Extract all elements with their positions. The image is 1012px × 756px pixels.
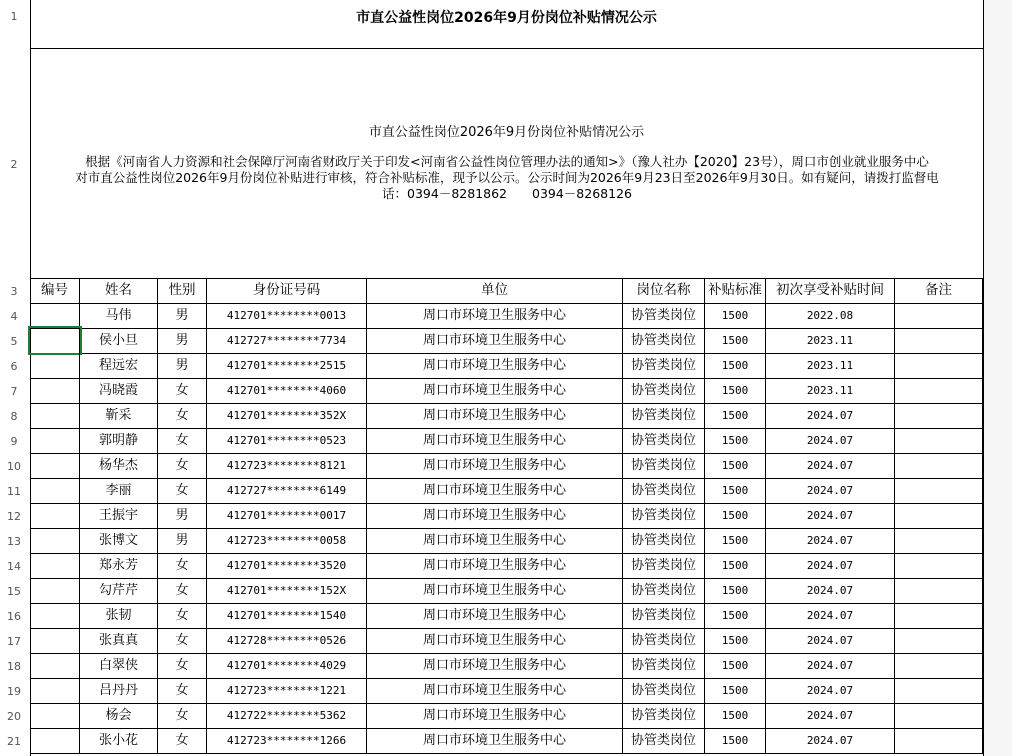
cell-id[interactable]: 412701********4060 bbox=[207, 378, 367, 403]
table-row bbox=[30, 578, 983, 604]
cell-id[interactable]: 412701********3520 bbox=[207, 553, 367, 578]
cell-start[interactable]: 2023.11 bbox=[766, 353, 895, 378]
cell-start[interactable]: 2024.07 bbox=[766, 528, 895, 553]
cell-note[interactable] bbox=[895, 678, 983, 703]
cell-subsidy[interactable]: 1500 bbox=[705, 328, 766, 353]
cell-id[interactable]: 412727********6149 bbox=[207, 478, 367, 503]
table-row bbox=[30, 503, 983, 529]
cell-id[interactable]: 412701********4029 bbox=[207, 653, 367, 678]
cell-id[interactable]: 412701********0523 bbox=[207, 428, 367, 453]
cell-start[interactable]: 2024.07 bbox=[766, 728, 895, 753]
cell-unit[interactable]: 周口市环境卫生服务中心 bbox=[367, 553, 623, 578]
cell-name[interactable]: 吕丹丹 bbox=[80, 678, 158, 703]
cell-no[interactable] bbox=[30, 553, 80, 578]
cell-start[interactable]: 2023.11 bbox=[766, 378, 895, 403]
cell-name[interactable]: 杨华杰 bbox=[80, 453, 158, 478]
cell-gender[interactable]: 男 bbox=[158, 503, 207, 528]
cell-name[interactable]: 侯小旦 bbox=[80, 328, 158, 353]
row-number[interactable]: 1 bbox=[10, 10, 18, 23]
cell-post[interactable]: 协管类岗位 bbox=[623, 403, 705, 428]
cell-no[interactable] bbox=[30, 328, 80, 353]
row-header-column bbox=[0, 0, 30, 756]
cell-subsidy[interactable]: 1500 bbox=[705, 653, 766, 678]
table-row bbox=[30, 328, 983, 354]
cell-unit[interactable]: 周口市环境卫生服务中心 bbox=[367, 628, 623, 653]
cell-unit[interactable]: 周口市环境卫生服务中心 bbox=[367, 428, 623, 453]
row-number[interactable]: 19 bbox=[7, 685, 21, 698]
cell-note[interactable] bbox=[895, 503, 983, 528]
sheet-title[interactable]: 市直公益性岗位2026年9月份岗位补贴情况公示 bbox=[30, 0, 983, 49]
cell-post[interactable]: 协管类岗位 bbox=[623, 353, 705, 378]
cell-note[interactable] bbox=[895, 378, 983, 403]
cell-id[interactable]: 412701********0017 bbox=[207, 503, 367, 528]
notice-line: 话：0394－8281862 0394－8268126 bbox=[382, 186, 632, 201]
cell-unit[interactable]: 周口市环境卫生服务中心 bbox=[367, 653, 623, 678]
cell-subsidy[interactable]: 1500 bbox=[705, 378, 766, 403]
sheet-outer-area bbox=[983, 0, 1012, 756]
cell-unit[interactable]: 周口市环境卫生服务中心 bbox=[367, 703, 623, 728]
cell-name[interactable]: 程远宏 bbox=[80, 353, 158, 378]
cell-unit[interactable]: 周口市环境卫生服务中心 bbox=[367, 353, 623, 378]
cell-post[interactable]: 协管类岗位 bbox=[623, 428, 705, 453]
cell-unit[interactable]: 周口市环境卫生服务中心 bbox=[367, 678, 623, 703]
cell-unit[interactable]: 周口市环境卫生服务中心 bbox=[367, 328, 623, 353]
notice-title: 市直公益性岗位2026年9月份岗位补贴情况公示 bbox=[368, 125, 645, 140]
row-number[interactable]: 11 bbox=[7, 485, 21, 498]
cell-no[interactable] bbox=[30, 503, 80, 528]
cell-name[interactable]: 张韧 bbox=[80, 603, 158, 628]
table-row bbox=[30, 553, 983, 579]
cell-note[interactable] bbox=[895, 628, 983, 653]
cell-gender[interactable]: 女 bbox=[158, 653, 207, 678]
table-row bbox=[30, 403, 983, 429]
cell-subsidy[interactable]: 1500 bbox=[705, 728, 766, 753]
cell-start[interactable]: 2024.07 bbox=[766, 403, 895, 428]
cell-gender[interactable]: 女 bbox=[158, 603, 207, 628]
cell-gender[interactable]: 女 bbox=[158, 478, 207, 503]
cell-name[interactable]: 勾芹芹 bbox=[80, 578, 158, 603]
row-number[interactable]: 15 bbox=[7, 585, 21, 598]
cell-id[interactable]: 412723********1266 bbox=[207, 728, 367, 753]
cell-unit[interactable]: 周口市环境卫生服务中心 bbox=[367, 578, 623, 603]
cell-note[interactable] bbox=[895, 453, 983, 478]
cell-no[interactable] bbox=[30, 628, 80, 653]
cell-post[interactable]: 协管类岗位 bbox=[623, 328, 705, 353]
cell-note[interactable] bbox=[895, 403, 983, 428]
cell-unit[interactable]: 周口市环境卫生服务中心 bbox=[367, 728, 623, 753]
cell-post[interactable]: 协管类岗位 bbox=[623, 528, 705, 553]
header-cell-start[interactable]: 初次享受补贴时间 bbox=[766, 278, 895, 303]
cell-id[interactable]: 412723********8121 bbox=[207, 453, 367, 478]
cell-unit[interactable]: 周口市环境卫生服务中心 bbox=[367, 403, 623, 428]
table-row bbox=[30, 653, 983, 679]
cell-gender[interactable]: 男 bbox=[158, 353, 207, 378]
cell-subsidy[interactable]: 1500 bbox=[705, 453, 766, 478]
cell-subsidy[interactable]: 1500 bbox=[705, 478, 766, 503]
cell-id[interactable]: 412701********1540 bbox=[207, 603, 367, 628]
row-number[interactable]: 3 bbox=[10, 285, 18, 298]
cell-start[interactable]: 2024.07 bbox=[766, 453, 895, 478]
cell-post[interactable]: 协管类岗位 bbox=[623, 303, 705, 328]
header-cell-unit[interactable]: 单位 bbox=[367, 278, 623, 303]
cell-name[interactable]: 郭明静 bbox=[80, 428, 158, 453]
cell-subsidy[interactable]: 1500 bbox=[705, 428, 766, 453]
cell-no[interactable] bbox=[30, 453, 80, 478]
cell-unit[interactable]: 周口市环境卫生服务中心 bbox=[367, 603, 623, 628]
cell-name[interactable]: 靳采 bbox=[80, 403, 158, 428]
cell-id[interactable]: 412701********152X bbox=[207, 578, 367, 603]
cell-gender[interactable]: 女 bbox=[158, 403, 207, 428]
row-number[interactable]: 7 bbox=[10, 385, 18, 398]
table-row bbox=[30, 353, 983, 379]
cell-name[interactable]: 白翠侠 bbox=[80, 653, 158, 678]
cell-name[interactable]: 王振宇 bbox=[80, 503, 158, 528]
cell-note[interactable] bbox=[895, 578, 983, 603]
cell-post[interactable]: 协管类岗位 bbox=[623, 578, 705, 603]
cell-id[interactable]: 412701********0013 bbox=[207, 303, 367, 328]
cell-note[interactable] bbox=[895, 303, 983, 328]
table-header-row bbox=[30, 278, 983, 304]
notice-line: 对市直公益性岗位2026年9月份岗位补贴进行审核，符合补贴标准，现予以公示。公示时间为2026年9月23日至2026年9月30日。如有疑问，请拨打监督电 bbox=[75, 170, 939, 185]
cell-note[interactable] bbox=[895, 653, 983, 678]
cell-gender[interactable]: 女 bbox=[158, 728, 207, 753]
cell-gender[interactable]: 男 bbox=[158, 528, 207, 553]
row-number[interactable]: 14 bbox=[7, 560, 21, 573]
cell-unit[interactable]: 周口市环境卫生服务中心 bbox=[367, 303, 623, 328]
cell-gender[interactable]: 男 bbox=[158, 328, 207, 353]
table-row bbox=[30, 628, 983, 654]
row-number[interactable]: 21 bbox=[7, 735, 21, 748]
cell-gender[interactable]: 女 bbox=[158, 703, 207, 728]
cell-subsidy[interactable]: 1500 bbox=[705, 503, 766, 528]
table-row bbox=[30, 678, 983, 704]
cell-name[interactable]: 张真真 bbox=[80, 628, 158, 653]
header-cell-note[interactable]: 备注 bbox=[895, 278, 983, 303]
table-row bbox=[30, 603, 983, 629]
cell-subsidy[interactable]: 1500 bbox=[705, 678, 766, 703]
cell-gender[interactable]: 男 bbox=[158, 303, 207, 328]
cell-start[interactable]: 2024.07 bbox=[766, 553, 895, 578]
row-number[interactable]: 12 bbox=[7, 510, 21, 523]
cell-post[interactable]: 协管类岗位 bbox=[623, 453, 705, 478]
cell-start[interactable]: 2022.08 bbox=[766, 303, 895, 328]
cell-name[interactable]: 马伟 bbox=[80, 303, 158, 328]
cell-unit[interactable]: 周口市环境卫生服务中心 bbox=[367, 378, 623, 403]
cell-post[interactable]: 协管类岗位 bbox=[623, 378, 705, 403]
cell-subsidy[interactable]: 1500 bbox=[705, 603, 766, 628]
cell-start[interactable]: 2024.07 bbox=[766, 678, 895, 703]
cell-no[interactable] bbox=[30, 378, 80, 403]
cell-subsidy[interactable]: 1500 bbox=[705, 578, 766, 603]
cell-gender[interactable]: 女 bbox=[158, 428, 207, 453]
cell-subsidy[interactable]: 1500 bbox=[705, 403, 766, 428]
cell-subsidy[interactable]: 1500 bbox=[705, 553, 766, 578]
header-cell-id[interactable]: 身份证号码 bbox=[207, 278, 367, 303]
row-number[interactable]: 13 bbox=[7, 535, 21, 548]
row-number[interactable]: 4 bbox=[10, 310, 18, 323]
cell-subsidy[interactable]: 1500 bbox=[705, 528, 766, 553]
cell-note[interactable] bbox=[895, 478, 983, 503]
header-cell-no[interactable]: 编号 bbox=[30, 278, 80, 303]
cell-start[interactable]: 2024.07 bbox=[766, 603, 895, 628]
cell-id[interactable]: 412701********352X bbox=[207, 403, 367, 428]
cell-note[interactable] bbox=[895, 603, 983, 628]
cell-unit[interactable]: 周口市环境卫生服务中心 bbox=[367, 528, 623, 553]
cell-note[interactable] bbox=[895, 728, 983, 753]
cell-post[interactable]: 协管类岗位 bbox=[623, 678, 705, 703]
cell-no[interactable] bbox=[30, 428, 80, 453]
cell-no[interactable] bbox=[30, 728, 80, 753]
cell-no[interactable] bbox=[30, 678, 80, 703]
cell-start[interactable]: 2024.07 bbox=[766, 478, 895, 503]
cell-no[interactable] bbox=[30, 353, 80, 378]
cell-post[interactable]: 协管类岗位 bbox=[623, 503, 705, 528]
cell-note[interactable] bbox=[895, 328, 983, 353]
cell-subsidy[interactable]: 1500 bbox=[705, 303, 766, 328]
cell-start[interactable]: 2024.07 bbox=[766, 653, 895, 678]
cell-unit[interactable]: 周口市环境卫生服务中心 bbox=[367, 478, 623, 503]
row-number[interactable]: 20 bbox=[7, 710, 21, 723]
cell-subsidy[interactable]: 1500 bbox=[705, 628, 766, 653]
cell-no[interactable] bbox=[30, 703, 80, 728]
cell-post[interactable]: 协管类岗位 bbox=[623, 703, 705, 728]
cell-note[interactable] bbox=[895, 703, 983, 728]
cell-note[interactable] bbox=[895, 428, 983, 453]
row-number[interactable]: 9 bbox=[10, 435, 18, 448]
cell-post[interactable]: 协管类岗位 bbox=[623, 628, 705, 653]
row-number[interactable]: 8 bbox=[10, 410, 18, 423]
cell-unit[interactable]: 周口市环境卫生服务中心 bbox=[367, 453, 623, 478]
cell-start[interactable]: 2024.07 bbox=[766, 628, 895, 653]
cell-start[interactable]: 2023.11 bbox=[766, 328, 895, 353]
cell-id[interactable]: 412723********0058 bbox=[207, 528, 367, 553]
row-number[interactable]: 5 bbox=[10, 335, 18, 348]
row-number[interactable]: 16 bbox=[7, 610, 21, 623]
cell-gender[interactable]: 女 bbox=[158, 628, 207, 653]
cell-no[interactable] bbox=[30, 478, 80, 503]
cell-no[interactable] bbox=[30, 653, 80, 678]
cell-gender[interactable]: 女 bbox=[158, 678, 207, 703]
header-cell-post[interactable]: 岗位名称 bbox=[623, 278, 705, 303]
cell-post[interactable]: 协管类岗位 bbox=[623, 553, 705, 578]
cell-name[interactable]: 张小花 bbox=[80, 728, 158, 753]
cell-name[interactable]: 冯晓霞 bbox=[80, 378, 158, 403]
table-row bbox=[30, 703, 983, 729]
cell-name[interactable]: 杨会 bbox=[80, 703, 158, 728]
cell-start[interactable]: 2024.07 bbox=[766, 428, 895, 453]
cell-no[interactable] bbox=[30, 403, 80, 428]
cell-name[interactable]: 张博文 bbox=[80, 528, 158, 553]
header-cell-name[interactable]: 姓名 bbox=[80, 278, 158, 303]
cell-gender[interactable]: 女 bbox=[158, 578, 207, 603]
cell-name[interactable]: 郑永芳 bbox=[80, 553, 158, 578]
cell-name[interactable]: 李丽 bbox=[80, 478, 158, 503]
cell-note[interactable] bbox=[895, 528, 983, 553]
cell-no[interactable] bbox=[30, 578, 80, 603]
cell-note[interactable] bbox=[895, 553, 983, 578]
cell-subsidy[interactable]: 1500 bbox=[705, 353, 766, 378]
cell-post[interactable]: 协管类岗位 bbox=[623, 728, 705, 753]
cell-id[interactable]: 412723********1221 bbox=[207, 678, 367, 703]
cell-id[interactable]: 412727********7734 bbox=[207, 328, 367, 353]
cell-gender[interactable]: 女 bbox=[158, 553, 207, 578]
table-row bbox=[30, 303, 983, 329]
cell-start[interactable]: 2024.07 bbox=[766, 503, 895, 528]
cell-gender[interactable]: 女 bbox=[158, 378, 207, 403]
cell-post[interactable]: 协管类岗位 bbox=[623, 603, 705, 628]
cell-no[interactable] bbox=[30, 603, 80, 628]
notice-paragraph[interactable] bbox=[34, 154, 980, 202]
row-number[interactable]: 6 bbox=[10, 360, 18, 373]
cell-unit[interactable]: 周口市环境卫生服务中心 bbox=[367, 503, 623, 528]
header-cell-gender[interactable]: 性别 bbox=[158, 278, 207, 303]
cell-note[interactable] bbox=[895, 353, 983, 378]
cell-id[interactable]: 412728********0526 bbox=[207, 628, 367, 653]
table-row bbox=[30, 378, 983, 404]
table-row bbox=[30, 478, 983, 504]
row-number[interactable]: 18 bbox=[7, 660, 21, 673]
table-row bbox=[30, 528, 983, 554]
row-number[interactable]: 2 bbox=[10, 158, 18, 171]
cell-post[interactable]: 协管类岗位 bbox=[623, 653, 705, 678]
cell-no[interactable] bbox=[30, 528, 80, 553]
cell-gender[interactable]: 女 bbox=[158, 453, 207, 478]
cell-subsidy[interactable]: 1500 bbox=[705, 703, 766, 728]
row-number[interactable]: 17 bbox=[7, 635, 21, 648]
cell-id[interactable]: 412722********5362 bbox=[207, 703, 367, 728]
table-row bbox=[30, 428, 983, 454]
cell-post[interactable]: 协管类岗位 bbox=[623, 478, 705, 503]
cell-no[interactable] bbox=[30, 303, 80, 328]
table-row bbox=[30, 453, 983, 479]
notice-line: 根据《河南省人力资源和社会保障厅河南省财政厅关于印发<河南省公益性岗位管理办法的通知>》（豫人社办【2020】23号），周口市创业就业服务中心 bbox=[85, 154, 929, 169]
table-row bbox=[30, 728, 983, 754]
row-number[interactable]: 10 bbox=[7, 460, 21, 473]
cell-start[interactable]: 2024.07 bbox=[766, 578, 895, 603]
cell-id[interactable]: 412701********2515 bbox=[207, 353, 367, 378]
header-cell-subsidy[interactable]: 补贴标准 bbox=[705, 278, 766, 303]
cell-start[interactable]: 2024.07 bbox=[766, 703, 895, 728]
